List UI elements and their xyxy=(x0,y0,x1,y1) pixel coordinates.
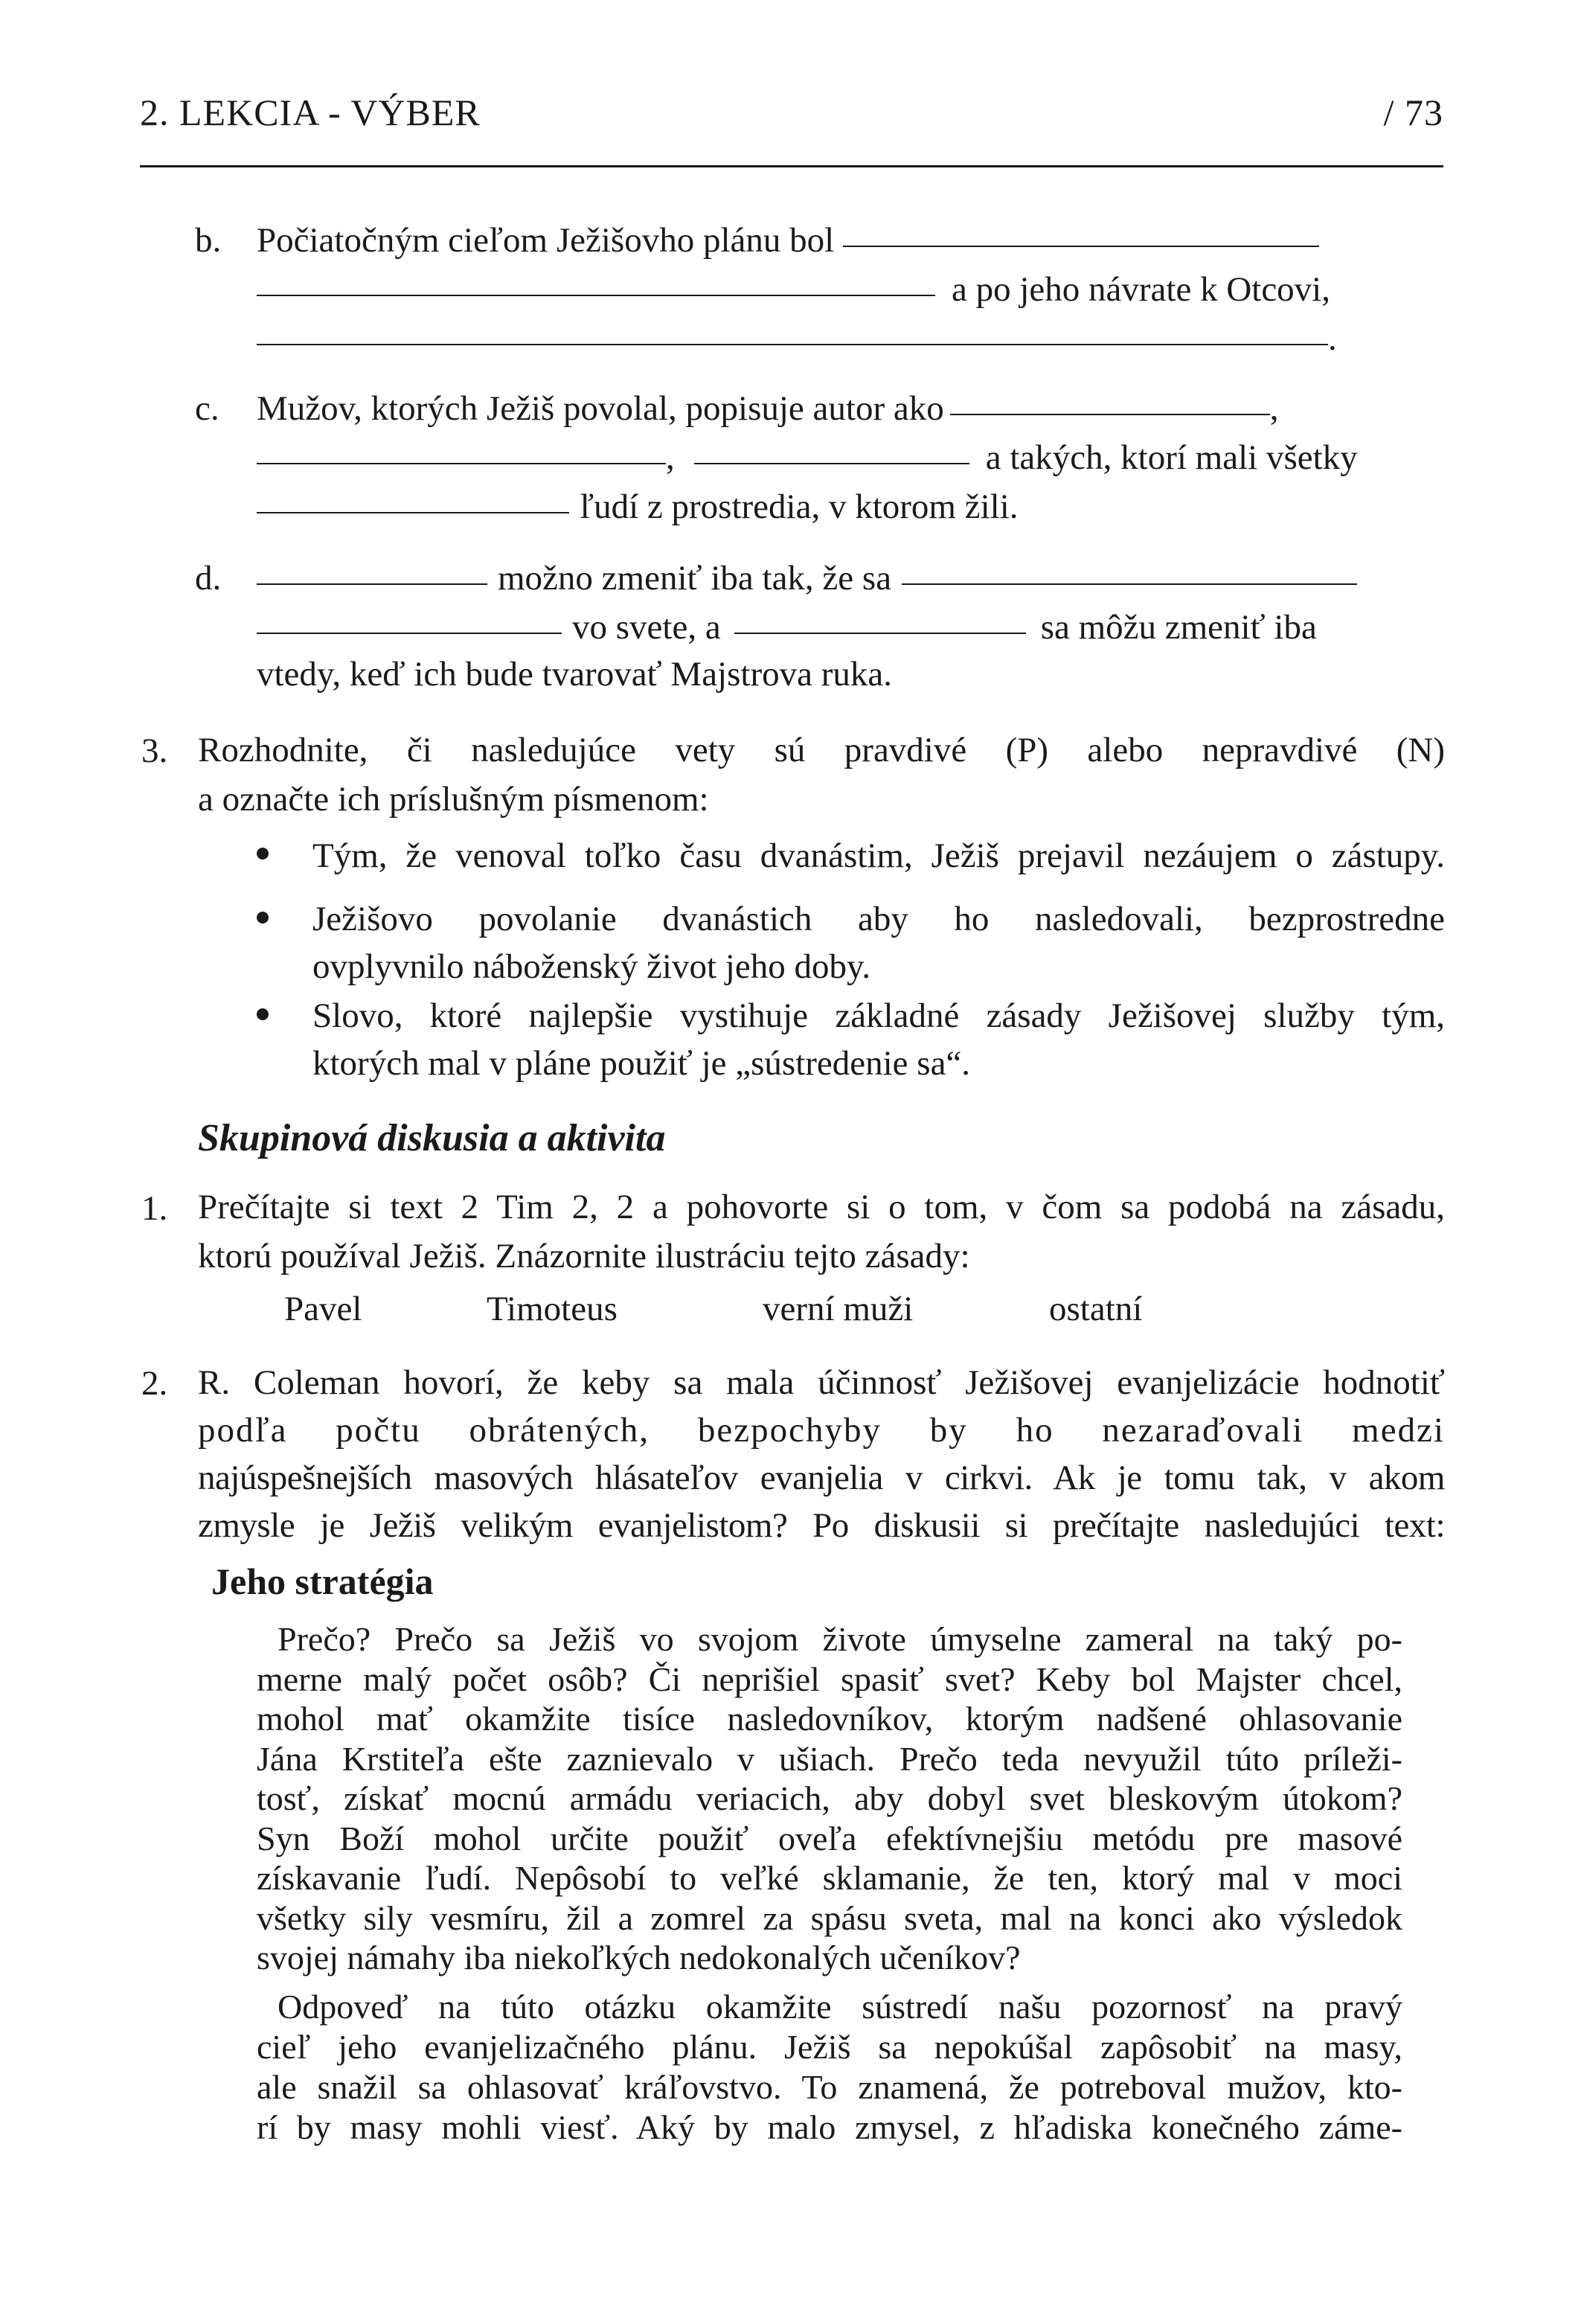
item-c-text3: ľudí z prostredia, v ktorom žili. xyxy=(580,487,1019,526)
d2-line4: zmysle je Ježiš velikým evanjelistom? Po diskusii si prečítajte nasledujúci text: xyxy=(198,1506,1445,1545)
strategy-paragraph-1 xyxy=(257,1619,1402,1978)
q3-bullet-3-line1: Slovo, ktoré najlepšie vystihuje základné zásady Ježišovej služby tým, xyxy=(312,996,1445,1035)
answer-blank[interactable] xyxy=(257,295,935,296)
p1-line: merne malý počet osôb? Či neprišiel spasiť svet? Keby bol Majster chcel, xyxy=(257,1659,1402,1698)
answer-blank[interactable] xyxy=(843,246,1319,247)
p2-line: ale snažil sa ohlasovať kráľovstvo. To znamená, že potreboval mužov, kto- xyxy=(257,2068,1402,2106)
name-timoteus: Timoteus xyxy=(487,1290,618,1328)
q3-bullet-2-line2: ovplyvnilo náboženský život jeho doby. xyxy=(312,947,871,986)
p1-line: získavanie ľudí. Nepôsobí to veľké sklamanie, že ten, ktorý mal v moci xyxy=(257,1859,1402,1897)
page-number: / 73 xyxy=(1383,92,1443,133)
q3-bullet-1-line: Tým, že venoval toľko času dvanástim, Ježiš prejavil nezáujem o zástupy. xyxy=(312,836,1445,875)
item-d-text2a: vo svete, a xyxy=(572,608,721,647)
item-d-line2 xyxy=(257,607,1317,647)
answer-blank[interactable] xyxy=(694,463,969,464)
item-c-text2: a takých, ktorí mali všetky xyxy=(985,438,1358,477)
p1-line: mohol mať okamžite tisíce nasledovníkov, ktorým nadšené ohlasovanie xyxy=(257,1700,1402,1738)
item-d-line1 xyxy=(257,558,1357,598)
item-c-text1: Mužov, ktorých Ježiš povolal, popisuje autor ako xyxy=(257,389,944,428)
item-b-line2 xyxy=(257,269,1330,310)
item-b-label: b. xyxy=(195,221,222,260)
item-b-line1 xyxy=(257,220,1319,260)
header-rule xyxy=(140,165,1443,167)
answer-blank[interactable] xyxy=(257,463,666,464)
item-c-label: c. xyxy=(195,389,219,428)
q3-line2: a označte ich príslušným písmenom: xyxy=(198,780,709,819)
p1-line: Syn Boží mohol určite použiť oveľa efektívnejšiu metódu pre masové xyxy=(257,1819,1402,1857)
strategy-paragraph-2 xyxy=(257,1987,1402,2148)
d1-text1: Prečítajte si text 2 Tim 2, 2 a pohovorte si o tom, v čom sa podobá na zásadu, xyxy=(198,1188,1445,1226)
p2-line: cieľ jeho evanjelizačného plánu. Ježiš sa nepokúšal zapôsobiť na masy, xyxy=(257,2028,1402,2066)
item-d-label: d. xyxy=(195,559,222,598)
d1-line1 xyxy=(198,1183,1445,1231)
q3-text1: Rozhodnite, či nasledujúce vety sú pravdivé (P) alebo nepravdivé (N) xyxy=(198,731,1445,769)
item-b-text2: a po jeho návrate k Otcovi, xyxy=(952,270,1330,309)
p2-line: rí by masy mohli viesť. Aký by malo zmysel, z hľadiska konečného záme- xyxy=(257,2108,1402,2146)
item-d-text1: možno zmeniť iba tak, že sa xyxy=(498,559,892,598)
bullet xyxy=(257,912,269,923)
name-pavel: Pavel xyxy=(284,1290,362,1328)
bullet xyxy=(257,848,269,860)
q3-label: 3. xyxy=(141,732,168,770)
item-d-line3: vtedy, keď ich bude tvarovať Majstrova ruka. xyxy=(257,655,892,694)
q3-line1 xyxy=(198,726,1445,774)
answer-blank[interactable] xyxy=(257,512,569,513)
answer-blank[interactable] xyxy=(257,633,562,634)
d2-label: 2. xyxy=(141,1364,168,1403)
item-c-line3 xyxy=(257,487,1019,527)
d2-line3: najúspešnejších masových hlásateľov evanjelia v cirkvi. Ak je tomu tak, v akom xyxy=(198,1459,1445,1497)
item-d-text2b: sa môžu zmeniť iba xyxy=(1040,608,1317,647)
p1-line: Jána Krstiteľa ešte zaznievalo v ušiach. Prečo teda nevyužil túto príleži- xyxy=(257,1739,1402,1778)
item-c-line1 xyxy=(257,388,1278,429)
item-b-text1: Počiatočným cieľom Ježišovho plánu bol xyxy=(257,221,835,260)
answer-blank[interactable] xyxy=(950,414,1270,415)
answer-blank[interactable] xyxy=(257,344,1328,345)
item-b-line3 xyxy=(257,318,1337,359)
q3-bullet-2-line1: Ježišovo povolanie dvanástich aby ho nasledovali, bezprostredne xyxy=(312,900,1445,938)
p2-line: Odpoveď na túto otázku okamžite sústredí našu pozornosť na pravý xyxy=(278,1988,1402,2026)
d2-line2: podľa počtu obrátených, bezpochyby by ho nezaraďovali medzi xyxy=(198,1411,1445,1450)
p1-line: Prečo? Prečo sa Ježiš vo svojom živote úmyselne zameral na taký po- xyxy=(278,1620,1402,1658)
p1-line: tosť, získať mocnú armádu veriacich, aby dobyl svet bleskovým útokom? xyxy=(257,1779,1402,1817)
answer-blank[interactable] xyxy=(734,633,1026,634)
running-header: 2. LEKCIA - VÝBER xyxy=(140,92,481,133)
q3-bullet-1 xyxy=(312,832,1445,880)
d2-line1: R. Coleman hovorí, že keby sa mala účinnosť Ježišovej evanjelizácie hodnotiť xyxy=(198,1363,1445,1402)
answer-blank[interactable] xyxy=(902,583,1357,585)
p1-line: všetky sily vesmíru, žil a zomrel za spásu sveta, mal na konci ako výsledok xyxy=(257,1898,1402,1937)
bullet xyxy=(257,1008,269,1020)
subheading: Jeho stratégia xyxy=(211,1560,434,1602)
d2-paragraph xyxy=(198,1359,1445,1549)
answer-blank[interactable] xyxy=(257,583,487,585)
d1-line2: ktorú používal Ježiš. Znázornite ilustráciu tejto zásady: xyxy=(198,1237,970,1275)
name-verni-muzi: verní muži xyxy=(763,1290,914,1328)
q3-bullet-3-line2: ktorých mal v pláne použiť je „sústredenie sa“. xyxy=(312,1044,971,1083)
item-c-comma: , xyxy=(1269,389,1279,428)
q3-bullet-3 xyxy=(312,992,1445,1087)
section-title: Skupinová diskusia a aktivita xyxy=(198,1117,666,1159)
q3-bullet-2 xyxy=(312,895,1445,990)
item-b-end: . xyxy=(1328,319,1337,358)
name-ostatni: ostatní xyxy=(1049,1290,1143,1328)
item-c-comma2: , xyxy=(666,438,675,477)
d1-label: 1. xyxy=(141,1189,168,1228)
item-c-line2 xyxy=(257,438,1358,478)
p1-line-last: svojej námahy iba niekoľkých nedokonalých učeníkov? xyxy=(257,1939,1021,1976)
